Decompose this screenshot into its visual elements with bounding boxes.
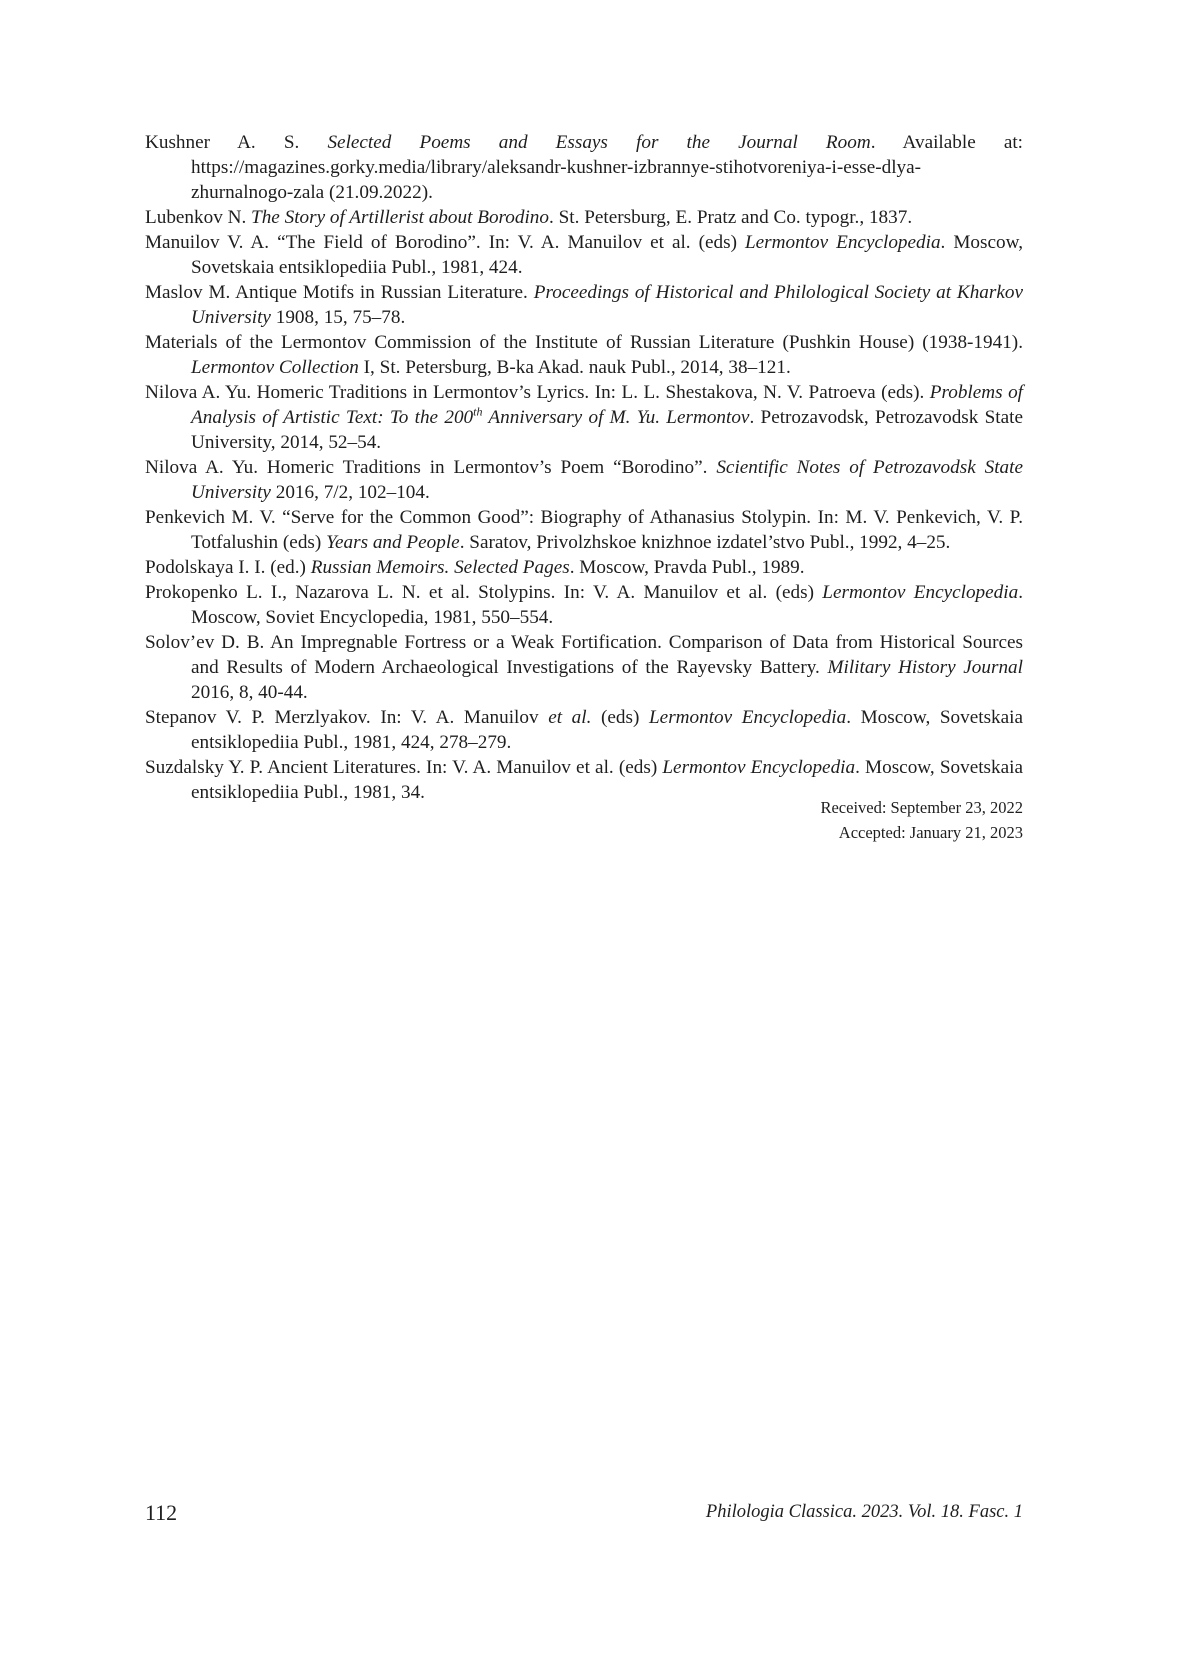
reference-entry xyxy=(145,705,1023,755)
reference-text: Kushner A. S. xyxy=(145,132,328,153)
journal-running-footer: Philologia Classica. 2023. Vol. 18. Fasc. 1 xyxy=(705,1502,1023,1522)
reference-text: . Available at: https://magazines.gorky.media/library/aleksandr-kushner-izbrannye-stihotvoreniya-i-esse-dlya-zhurnalnogo-zala (21.09.2022). xyxy=(191,132,1024,203)
reference-italic-text: Lermontov Encyclopedia xyxy=(662,757,856,778)
reference-entry xyxy=(145,380,1023,455)
reference-entry xyxy=(145,455,1023,505)
reference-italic-text: Selected Poems and Essays for the Journal Room xyxy=(327,132,871,153)
reference-entry xyxy=(145,130,1023,205)
reference-text: . Saratov, Privolzhskoe knizhnoe izdatel’stvo Publ., 1992, 4–25. xyxy=(459,532,951,553)
reference-text: Maslov M. Antique Motifs in Russian Literature. xyxy=(145,282,534,303)
reference-text: Prokopenko L. I., Nazarova L. N. et al. Stolypins. In: V. A. Manuilov et al. (eds) xyxy=(145,582,823,603)
reference-entry xyxy=(145,280,1023,330)
reference-italic-text: Anniversary of M. Yu. Lermontov xyxy=(482,407,750,428)
reference-entry xyxy=(145,580,1023,630)
reference-text: Nilova A. Yu. Homeric Traditions in Lermontov’s Lyrics. In: L. L. Shestakova, N. V. Patroeva (eds). xyxy=(145,382,930,403)
reference-italic-text: The Story of Artillerist about Borodino xyxy=(251,207,549,228)
reference-text: Nilova A. Yu. Homeric Traditions in Lermontov’s Poem “Borodino”. xyxy=(145,457,717,478)
received-date: Received: September 23, 2022 xyxy=(820,798,1023,817)
reference-italic-text: Lermontov Encyclopedia xyxy=(744,232,941,253)
reference-list xyxy=(145,130,1023,805)
reference-text: 1908, 15, 75–78. xyxy=(270,307,406,328)
reference-italic-text: Years and People xyxy=(326,532,460,553)
reference-italic-text: et al. xyxy=(548,707,592,728)
accepted-date: Accepted: January 21, 2023 xyxy=(838,823,1023,842)
reference-text: 2016, 7/2, 102–104. xyxy=(270,482,430,503)
reference-entry xyxy=(145,230,1023,280)
reference-entry xyxy=(145,505,1023,555)
reference-italic-text: Military History Journal xyxy=(827,657,1023,678)
reference-text: Solov’ev D. B. An Impregnable Fortress or a Weak Fortification. Comparison of Data from Historical Sources and Results of Modern Archaeological Investigations of the Rayevsky Battery. xyxy=(145,632,1023,678)
reference-superscript: th xyxy=(473,404,483,419)
reference-text: . Moscow, Sovetskaia entsiklopediia Publ., 1981, 34. xyxy=(191,757,1023,803)
reference-italic-text: Lermontov Collection xyxy=(191,357,359,378)
reference-text: . Moscow, Pravda Publ., 1989. xyxy=(569,557,805,578)
reference-text: 2016, 8, 40-44. xyxy=(191,682,308,703)
reference-text: (eds) xyxy=(591,707,649,728)
reference-text: . Moscow, Sovetskaia entsiklopediia Publ., 1981, 424. xyxy=(191,232,1023,278)
reference-text: . Moscow, Sovetskaia entsiklopediia Publ., 1981, 424, 278–279. xyxy=(191,707,1023,753)
reference-text: . St. Petersburg, E. Pratz and Co. typogr., 1837. xyxy=(549,207,913,228)
page-number: 112 xyxy=(145,1500,178,1525)
reference-italic-text: Lermontov Encyclopedia xyxy=(649,707,847,728)
reference-italic-text: Proceedings of Historical and Philological Society at Kharkov University xyxy=(191,282,1023,328)
reference-text: . Petrozavodsk, Petrozavodsk State University, 2014, 52–54. xyxy=(191,407,1023,453)
reference-italic-text: Problems of Analysis of Artistic Text: To the 200 xyxy=(191,382,1023,428)
reference-text: Suzdalsky Y. P. Ancient Literatures. In: V. A. Manuilov et al. (eds) xyxy=(145,757,663,778)
reference-text: Stepanov V. P. Merzlyakov. In: V. A. Manuilov xyxy=(145,707,549,728)
reference-text: Materials of the Lermontov Commission of the Institute of Russian Literature (Pushkin House) (1938-1941). xyxy=(145,332,1023,353)
reference-entry xyxy=(145,205,1023,230)
reference-text: Lubenkov N. xyxy=(145,207,252,228)
reference-text: I, St. Petersburg, B-ka Akad. nauk Publ., 2014, 38–121. xyxy=(358,357,791,378)
reference-text: . Moscow, Soviet Encyclopedia, 1981, 550–554. xyxy=(191,582,1023,628)
reference-italic-text: Scientific Notes of Petrozavodsk State University xyxy=(191,457,1023,503)
reference-italic-text: Russian Memoirs. Selected Pages xyxy=(310,557,570,578)
reference-text: Manuilov V. A. “The Field of Borodino”. In: V. A. Manuilov et al. (eds) xyxy=(145,232,745,253)
article-dates xyxy=(820,795,1023,845)
reference-entry xyxy=(145,555,1023,580)
reference-entry xyxy=(145,630,1023,705)
reference-text: Penkevich M. V. “Serve for the Common Good”: Biography of Athanasius Stolypin. In: M. V. Penkevich, V. P. Totfalushin (eds) xyxy=(145,507,1023,553)
reference-italic-text: Lermontov Encyclopedia xyxy=(822,582,1019,603)
reference-text: Podolskaya I. I. (ed.) xyxy=(145,557,311,578)
reference-entry xyxy=(145,330,1023,380)
